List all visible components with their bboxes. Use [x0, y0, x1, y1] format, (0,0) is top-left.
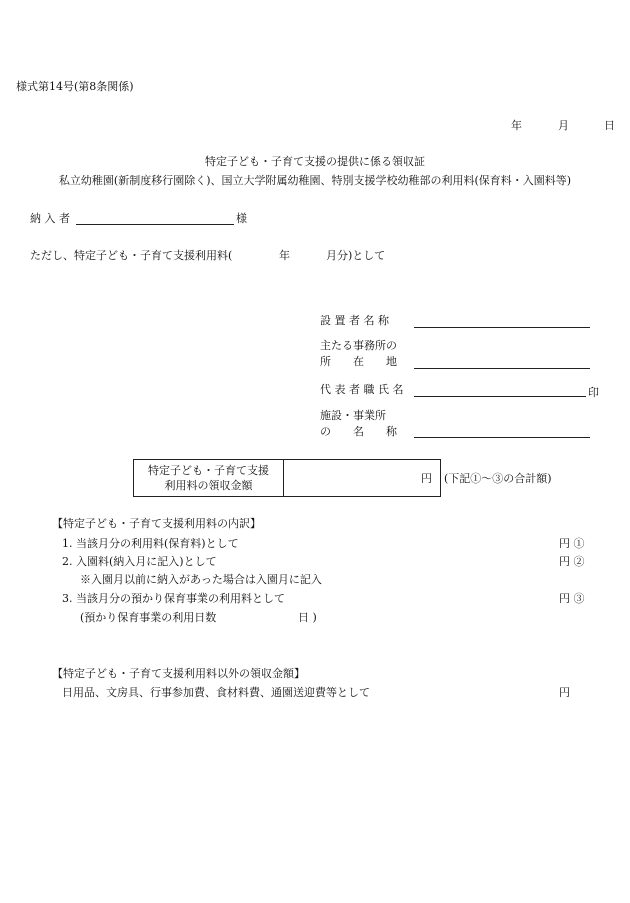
payer-name-field[interactable] [76, 224, 234, 225]
breakdown-item-2: 2. 入園料(納入月に記入)として [62, 555, 217, 568]
breakdown-item-2-unit: 円 ② [559, 555, 585, 568]
receipt-amount-label-line1: 特定子ども・子育て支援 [148, 464, 269, 477]
document-title: 特定子ども・子育て支援の提供に係る領収証 [205, 155, 425, 168]
proviso-month-part: 月分)として [326, 249, 386, 262]
care-days-prefix: (預かり保育事業の利用日数 [80, 611, 217, 624]
other-amount-text: 日用品、文房具、行事参加費、食材料費、通園送迎費等として [62, 686, 370, 699]
proviso-prefix: ただし、特定子ども・子育て支援利用料( [30, 249, 233, 262]
document-subtitle: 私立幼稚園(新制度移行園除く)、国立大学附属幼稚園、特別支援学校幼稚部の利用料(保育料・入園料等) [58, 174, 572, 187]
representative-field[interactable] [414, 396, 586, 397]
office-location-label-line2: 所 在 地 [320, 355, 397, 368]
proviso-year-label: 年 [279, 249, 290, 262]
founder-name-field[interactable] [414, 327, 590, 328]
breakdown-item-3: 3. 当該月分の預かり保育事業の利用料として [62, 592, 285, 605]
care-days-suffix: 日 ) [298, 611, 317, 624]
receipt-amount-unit: 円 [421, 472, 432, 485]
seal-mark: 印 [588, 386, 599, 399]
breakdown-item-3-unit: 円 ③ [559, 592, 585, 605]
receipt-amount-box [133, 459, 441, 497]
breakdown-item-1-unit: 円 ① [559, 537, 585, 550]
date-day-label: 日 [604, 119, 615, 132]
breakdown-heading: 【特定子ども・子育て支援利用料の内訳】 [52, 517, 261, 530]
facility-name-label-line2: の 名 称 [320, 425, 397, 438]
form-number: 様式第14号(第8条関係) [16, 80, 134, 93]
payer-suffix: 様 [236, 212, 247, 225]
office-location-field[interactable] [414, 368, 590, 369]
facility-name-field[interactable] [414, 437, 590, 438]
other-amount-heading: 【特定子ども・子育て支援利用料以外の領収金額】 [52, 667, 305, 680]
facility-name-label-line1: 施設・事業所 [320, 409, 386, 422]
receipt-amount-field[interactable] [284, 460, 440, 496]
office-location-label-line1: 主たる事務所の [320, 339, 397, 352]
representative-label: 代 表 者 職 氏 名 [320, 383, 404, 396]
date-month-label: 月 [558, 119, 569, 132]
payer-label: 納 入 者 [30, 212, 70, 225]
founder-name-label: 設 置 者 名 称 [320, 314, 389, 327]
receipt-amount-note: (下記①〜③の合計額) [444, 472, 552, 485]
date-year-label: 年 [511, 119, 522, 132]
receipt-amount-label [134, 460, 284, 496]
receipt-amount-label-line2: 利用料の領収金額 [164, 479, 253, 492]
other-amount-unit: 円 [559, 686, 570, 699]
breakdown-item-1: 1. 当該月分の利用料(保育料)として [62, 537, 239, 550]
breakdown-item-2-note: ※入園月以前に納入があった場合は入園月に記入 [80, 573, 322, 586]
